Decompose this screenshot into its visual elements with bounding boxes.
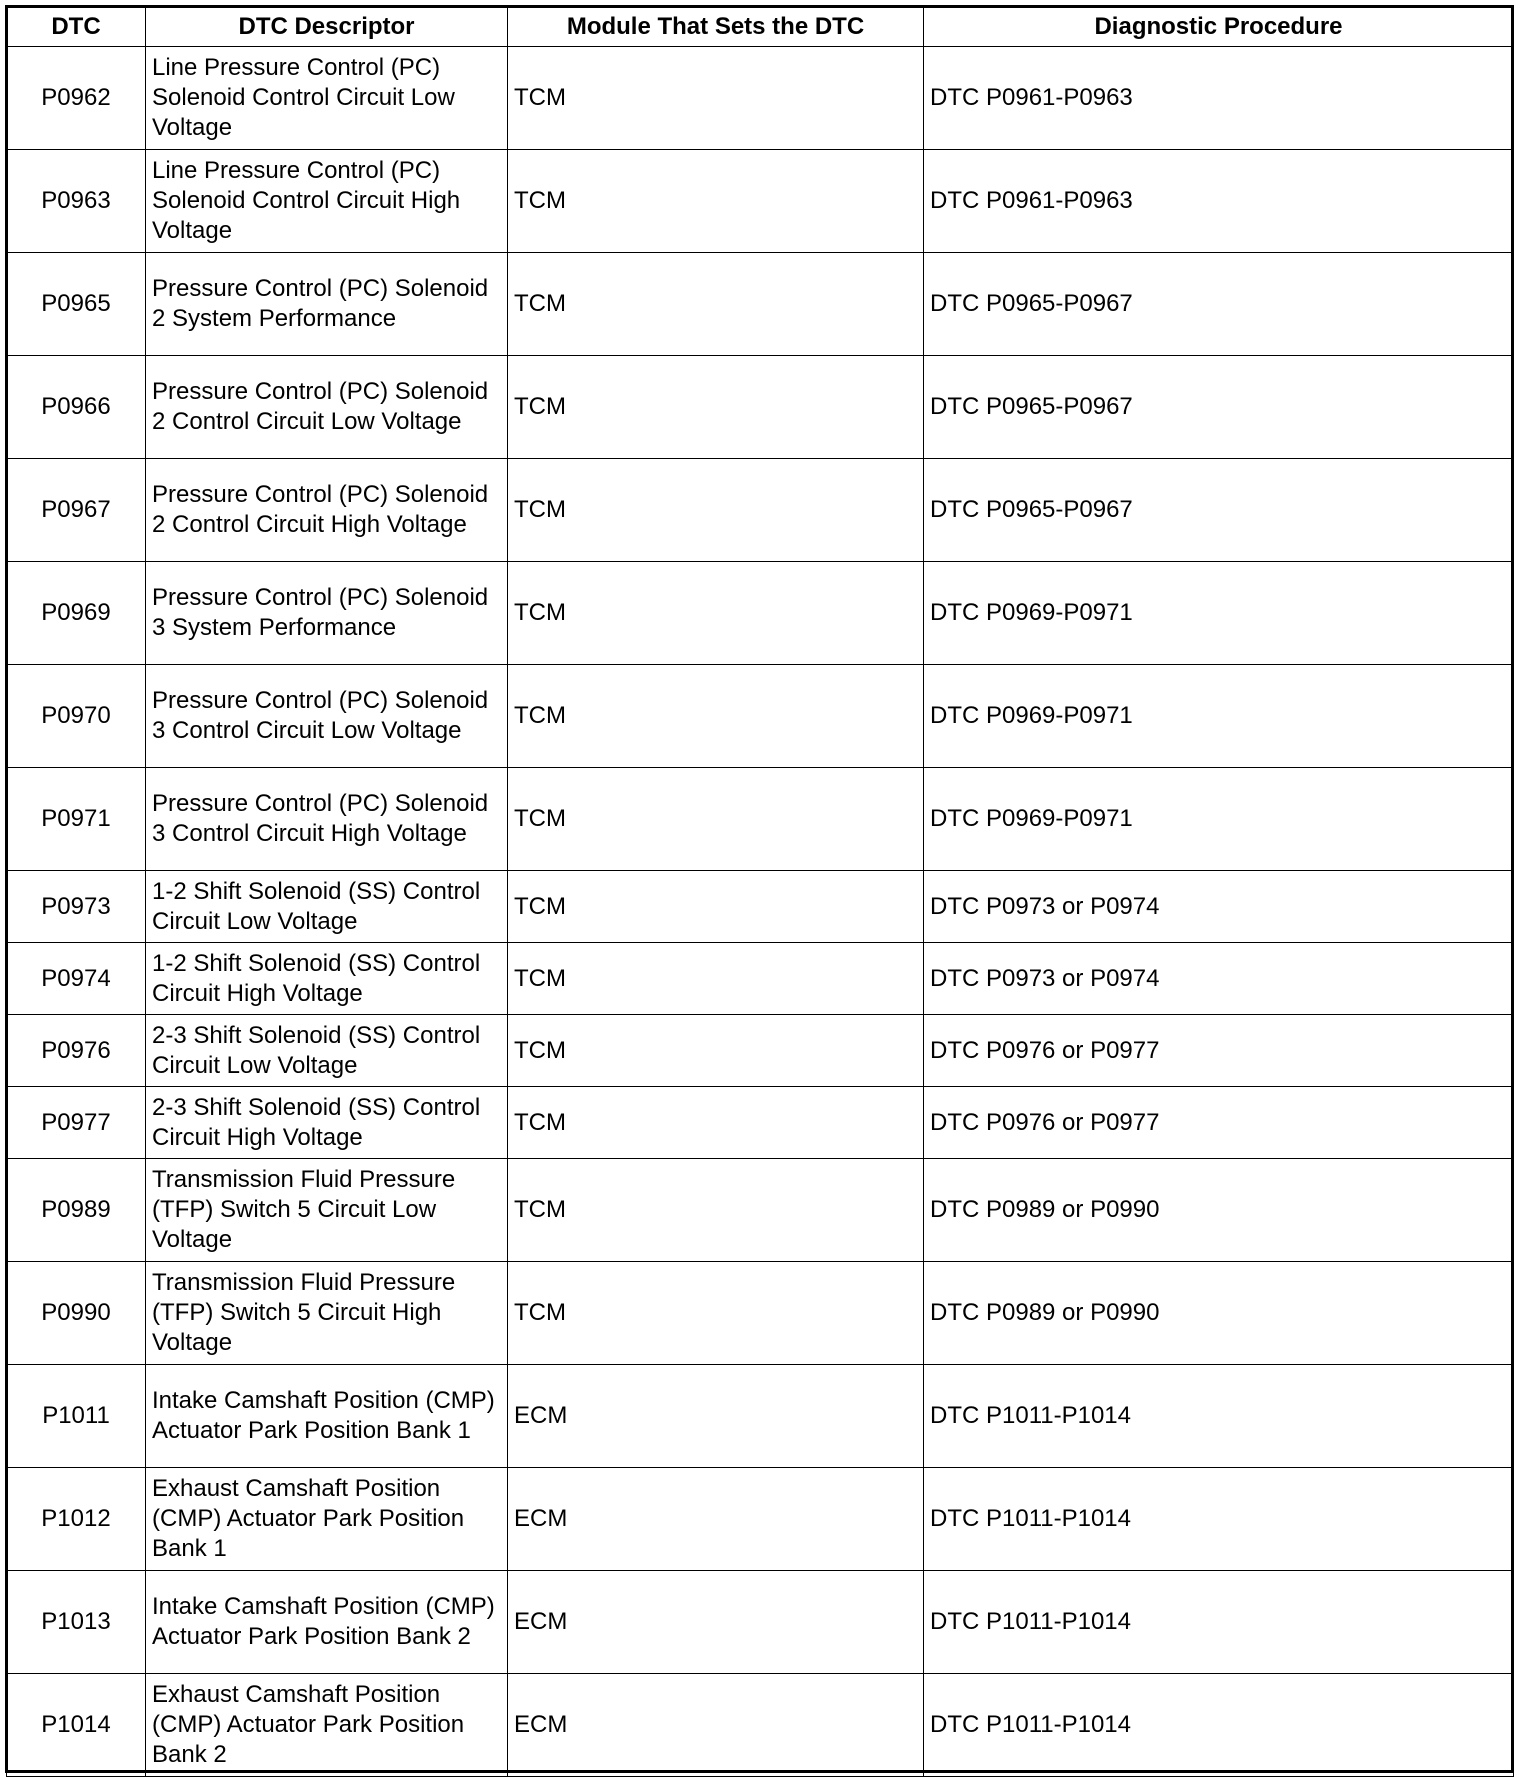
module: TCM — [508, 665, 924, 768]
dtc-descriptor: Transmission Fluid Pressure (TFP) Switch 5 Circuit Low Voltage — [146, 1159, 508, 1262]
module: ECM — [508, 1571, 924, 1674]
dtc-code: P1012 — [7, 1468, 146, 1571]
module: ECM — [508, 1674, 924, 1777]
diagnostic-procedure: DTC P1011-P1014 — [924, 1674, 1514, 1777]
dtc-descriptor: Pressure Control (PC) Solenoid 2 Control Circuit Low Voltage — [146, 356, 508, 459]
dtc-descriptor: Pressure Control (PC) Solenoid 3 System Performance — [146, 562, 508, 665]
module: TCM — [508, 459, 924, 562]
table-row — [7, 356, 1514, 459]
table-row — [7, 253, 1514, 356]
dtc-descriptor: Exhaust Camshaft Position (CMP) Actuator Park Position Bank 2 — [146, 1674, 508, 1777]
dtc-descriptor: 1-2 Shift Solenoid (SS) Control Circuit Low Voltage — [146, 871, 508, 943]
diagnostic-procedure: DTC P0969-P0971 — [924, 562, 1514, 665]
table-row — [7, 562, 1514, 665]
module: TCM — [508, 150, 924, 253]
diagnostic-procedure: DTC P0989 or P0990 — [924, 1262, 1514, 1365]
dtc-descriptor: Intake Camshaft Position (CMP) Actuator Park Position Bank 1 — [146, 1365, 508, 1468]
table-row — [7, 1262, 1514, 1365]
table-row — [7, 871, 1514, 943]
dtc-code: P0974 — [7, 943, 146, 1015]
dtc-code: P0962 — [7, 47, 146, 150]
table-row — [7, 943, 1514, 1015]
dtc-code: P0965 — [7, 253, 146, 356]
module: TCM — [508, 871, 924, 943]
header-dtc: DTC — [7, 7, 146, 47]
module: TCM — [508, 253, 924, 356]
module: TCM — [508, 562, 924, 665]
dtc-descriptor: Intake Camshaft Position (CMP) Actuator Park Position Bank 2 — [146, 1571, 508, 1674]
diagnostic-procedure: DTC P0965-P0967 — [924, 459, 1514, 562]
diagnostic-procedure: DTC P0965-P0967 — [924, 356, 1514, 459]
dtc-descriptor: 2-3 Shift Solenoid (SS) Control Circuit High Voltage — [146, 1087, 508, 1159]
diagnostic-procedure: DTC P0969-P0971 — [924, 768, 1514, 871]
table-row — [7, 768, 1514, 871]
dtc-descriptor: 1-2 Shift Solenoid (SS) Control Circuit High Voltage — [146, 943, 508, 1015]
dtc-descriptor: Pressure Control (PC) Solenoid 2 System Performance — [146, 253, 508, 356]
diagnostic-procedure: DTC P0973 or P0974 — [924, 943, 1514, 1015]
header-module: Module That Sets the DTC — [508, 7, 924, 47]
diagnostic-procedure: DTC P0989 or P0990 — [924, 1159, 1514, 1262]
diagnostic-procedure: DTC P0976 or P0977 — [924, 1087, 1514, 1159]
header-row — [7, 7, 1514, 47]
dtc-code: P0990 — [7, 1262, 146, 1365]
table-row — [7, 459, 1514, 562]
diagnostic-procedure: DTC P0965-P0967 — [924, 253, 1514, 356]
table-row — [7, 1571, 1514, 1674]
dtc-code: P0967 — [7, 459, 146, 562]
table-body — [7, 47, 1514, 1777]
table-row — [7, 1468, 1514, 1571]
dtc-descriptor: 2-3 Shift Solenoid (SS) Control Circuit Low Voltage — [146, 1015, 508, 1087]
table-row — [7, 665, 1514, 768]
dtc-code: P1011 — [7, 1365, 146, 1468]
table-row — [7, 1087, 1514, 1159]
table-row — [7, 1365, 1514, 1468]
dtc-code: P0966 — [7, 356, 146, 459]
dtc-code: P1014 — [7, 1674, 146, 1777]
module: TCM — [508, 943, 924, 1015]
dtc-code: P0973 — [7, 871, 146, 943]
diagnostic-procedure: DTC P0961-P0963 — [924, 150, 1514, 253]
table-row — [7, 47, 1514, 150]
dtc-descriptor: Pressure Control (PC) Solenoid 2 Control Circuit High Voltage — [146, 459, 508, 562]
module: TCM — [508, 356, 924, 459]
header-diagnostic-procedure: Diagnostic Procedure — [924, 7, 1514, 47]
diagnostic-procedure: DTC P0961-P0963 — [924, 47, 1514, 150]
module: ECM — [508, 1365, 924, 1468]
module: TCM — [508, 47, 924, 150]
dtc-descriptor: Transmission Fluid Pressure (TFP) Switch 5 Circuit High Voltage — [146, 1262, 508, 1365]
dtc-code: P0970 — [7, 665, 146, 768]
module: TCM — [508, 1262, 924, 1365]
table-row — [7, 1159, 1514, 1262]
dtc-code: P0971 — [7, 768, 146, 871]
dtc-code: P1013 — [7, 1571, 146, 1674]
module: TCM — [508, 1087, 924, 1159]
dtc-code: P0969 — [7, 562, 146, 665]
table-row — [7, 1674, 1514, 1777]
dtc-descriptor: Pressure Control (PC) Solenoid 3 Control Circuit High Voltage — [146, 768, 508, 871]
dtc-table — [6, 6, 1514, 1777]
dtc-descriptor: Line Pressure Control (PC) Solenoid Control Circuit Low Voltage — [146, 47, 508, 150]
table-row — [7, 150, 1514, 253]
module: TCM — [508, 1015, 924, 1087]
dtc-code: P0977 — [7, 1087, 146, 1159]
diagnostic-procedure: DTC P0973 or P0974 — [924, 871, 1514, 943]
diagnostic-procedure: DTC P1011-P1014 — [924, 1571, 1514, 1674]
table-header — [7, 7, 1514, 47]
dtc-code: P0976 — [7, 1015, 146, 1087]
dtc-descriptor: Exhaust Camshaft Position (CMP) Actuator Park Position Bank 1 — [146, 1468, 508, 1571]
diagnostic-procedure: DTC P0976 or P0977 — [924, 1015, 1514, 1087]
dtc-descriptor: Line Pressure Control (PC) Solenoid Control Circuit High Voltage — [146, 150, 508, 253]
dtc-descriptor: Pressure Control (PC) Solenoid 3 Control Circuit Low Voltage — [146, 665, 508, 768]
diagnostic-procedure: DTC P1011-P1014 — [924, 1468, 1514, 1571]
dtc-code: P0989 — [7, 1159, 146, 1262]
dtc-code: P0963 — [7, 150, 146, 253]
header-dtc-descriptor: DTC Descriptor — [146, 7, 508, 47]
module: ECM — [508, 1468, 924, 1571]
diagnostic-procedure: DTC P1011-P1014 — [924, 1365, 1514, 1468]
module: TCM — [508, 768, 924, 871]
table-row — [7, 1015, 1514, 1087]
module: TCM — [508, 1159, 924, 1262]
diagnostic-procedure: DTC P0969-P0971 — [924, 665, 1514, 768]
